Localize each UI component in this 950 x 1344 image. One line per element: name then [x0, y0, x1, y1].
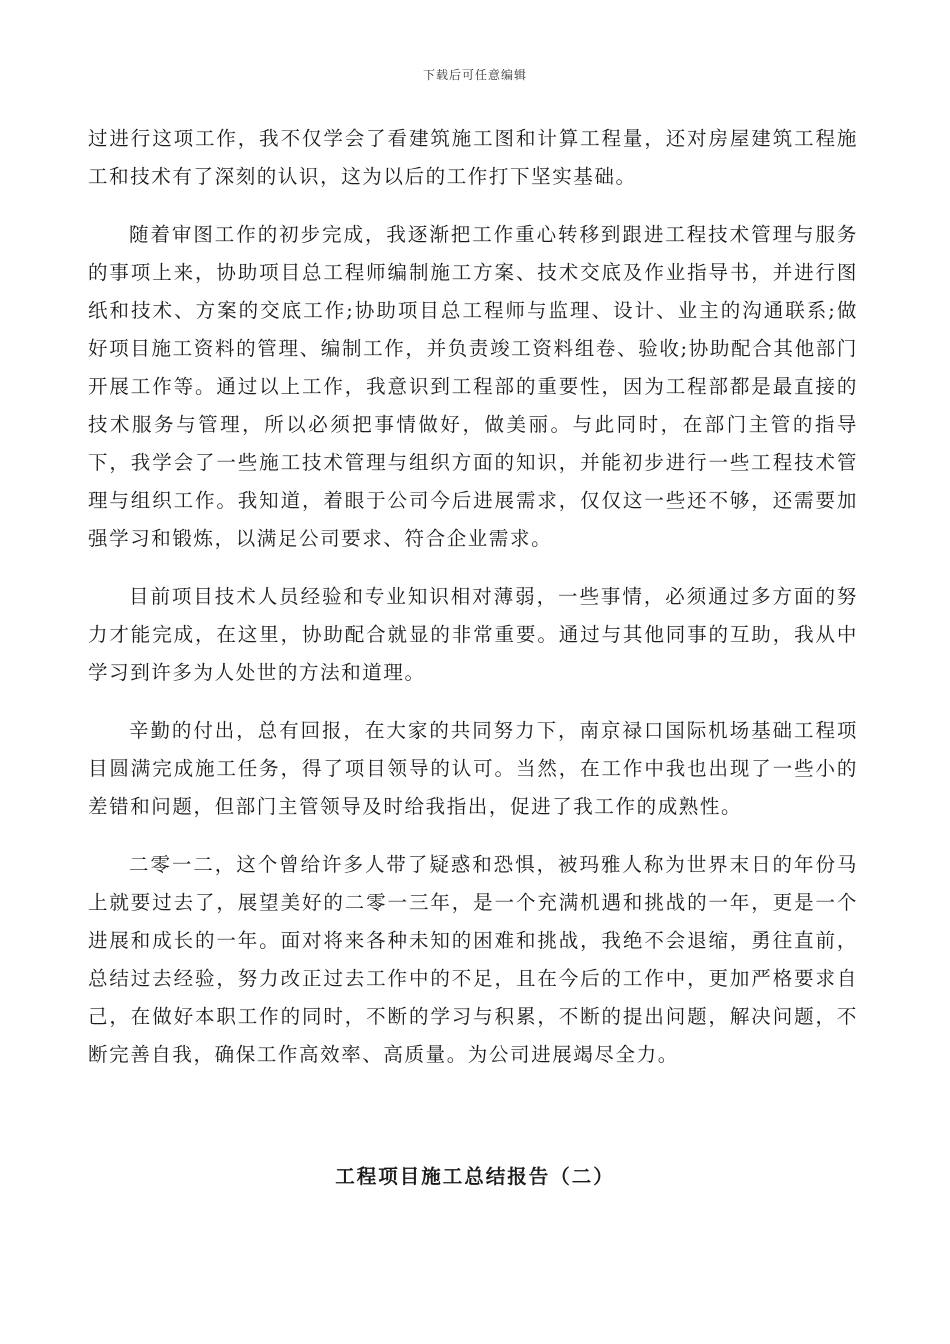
- paragraph-continuation: 过进行这项工作，我不仅学会了看建筑施工图和计算工程量，还对房屋建筑工程施工和技术有了深刻的认识，这为以后的工作打下坚实基础。: [88, 127, 858, 188]
- paragraph: 二零一二，这个曾给许多人带了疑惑和恐惧，被玛雅人称为世界末日的年份马上就要过去了，展望美好的二零一三年，是一个充满机遇和挑战的一年，更是一个进展和成长的一年。面对将来各种未知的困难和挑战，我绝不会退缩，勇往直前，总结过去经验，努力改正过去工作中的不足，且在今后的工作中，更加严格要求自己，在做好本职工作的同时，不断的学习与积累，不断的提出问题，解决问题，不断完善自我，确保工作高效率、高质量。为公司进展竭尽全力。: [88, 853, 858, 1066]
- page-header: 下载后可任意编辑: [422, 68, 527, 82]
- paragraph: 辛勤的付出，总有回报，在大家的共同努力下，南京禄口国际机场基础工程项目圆满完成施工任务，得了项目领导的认可。当然，在工作中我也出现了一些小的差错和问题，但部门主管领导及时给我指出，促进了我工作的成熟性。: [88, 719, 858, 818]
- section-title: 工程项目施工总结报告（二）: [335, 1165, 615, 1188]
- paragraph: 目前项目技术人员经验和专业知识相对薄弱，一些事情，必须通过多方面的努力才能完成，在这里，协助配合就显的非常重要。通过与其他同事的互助，我从中学习到许多为人处世的方法和道理。: [88, 585, 858, 684]
- paragraph: 随着审图工作的初步完成，我逐渐把工作重心转移到跟进工程技术管理与服务的事项上来，协助项目总工程师编制施工方案、技术交底及作业指导书，并进行图纸和技术、方案的交底工作;协助项目总工程师与监理、设计、业主的沟通联系;做好项目施工资料的管理、编制工作，并负责竣工资料组卷、验收;协助配合其他部门开展工作等。通过以上工作，我意识到工程部的重要性，因为工程部都是最直接的技术服务与管理，所以必须把事情做好，做美丽。与此同时，在部门主管的指导下，我学会了一些施工技术管理与组织方面的知识，并能初步进行一些工程技术管理与组织工作。我知道，着眼于公司今后进展需求，仅仅这一些还不够，还需要加强学习和锻炼，以满足公司要求、符合企业需求。: [88, 223, 858, 550]
- document-body: [88, 120, 858, 1094]
